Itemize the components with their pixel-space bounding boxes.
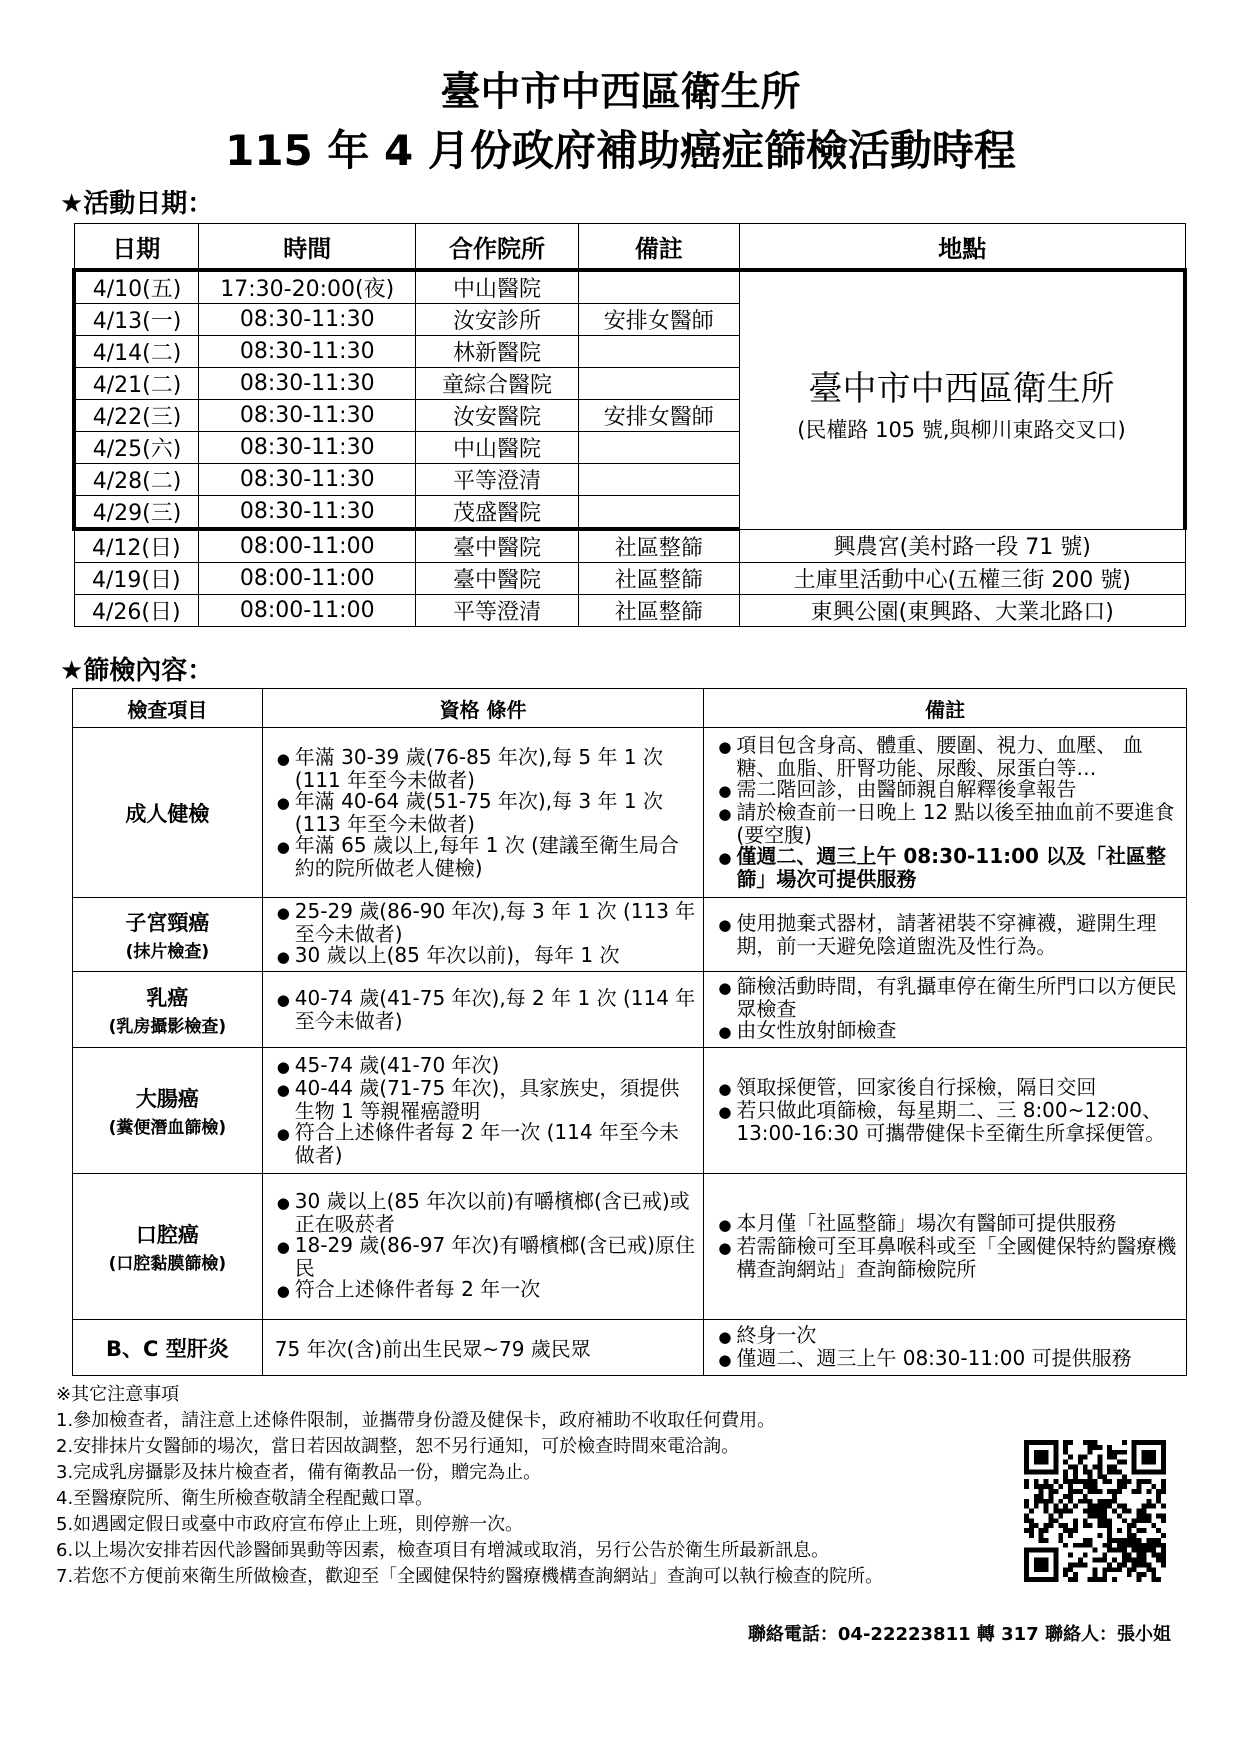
schedule-section-title: ★活動日期：: [60, 189, 214, 219]
screening-item-name: B、C 型肝炎: [106, 1336, 229, 1361]
notes-heading: ※其它注意事項: [56, 1384, 180, 1405]
note-line: 7.若您不方便前來衛生所做檢查，歡迎至「全國健保特約醫療機構查詢網站」查詢可以執行檢查的院所。: [56, 1566, 884, 1587]
screening-item-name: 口腔癌: [135, 1223, 199, 1247]
schedule-time: 08:30-11:30: [199, 400, 416, 432]
schedule-note: 社區整篩: [578, 563, 739, 595]
schedule-note: 社區整篩: [578, 529, 739, 563]
criteria-item: ● 18-29 歲(86-97 年次)有嚼檳榔(含已戒)原住民: [277, 1235, 696, 1279]
schedule-date: 4/14(二): [74, 336, 199, 368]
col-notes-header: 備註: [704, 689, 1187, 728]
criteria-item: ● 年滿 40-64 歲(51-75 年次),每 3 年 1 次 (113 年至今未做者): [277, 791, 696, 835]
screening-notes: [704, 1174, 1187, 1320]
contact-info: 聯絡電話：04-22223811 轉 317 聯絡人：張小姐: [747, 1624, 1171, 1645]
note-item: ● 篩檢活動時間，有乳攝車停在衛生所門口以方便民眾檢查: [718, 976, 1178, 1020]
schedule-date: 4/21(二): [74, 368, 199, 400]
note-line: 1.參加檢查者，請注意上述條件限制，並攜帶身份證及健保卡，政府補助不收取任何費用。: [56, 1410, 776, 1431]
location-address: (民權路 105 號,與柳川東路交叉口): [797, 417, 1126, 442]
screening-item-name: 成人健檢: [125, 801, 210, 826]
content-section-title: ★篩檢內容：: [60, 656, 214, 686]
schedule-note: 安排女醫師: [578, 304, 739, 336]
screening-item-method: (糞便潛血篩檢): [108, 1118, 227, 1138]
schedule-partner: 中山醫院: [416, 270, 578, 304]
screening-notes: [704, 1320, 1187, 1376]
schedule-time: 08:00-11:00: [199, 595, 416, 627]
schedule-partner: 童綜合醫院: [416, 368, 578, 400]
schedule-note: [578, 368, 739, 400]
criteria-text: 75 年次(含)前出生民眾~79 歲民眾: [274, 1337, 591, 1361]
screening-item-name: 子宮頸癌: [125, 911, 210, 935]
schedule-time: 08:30-11:30: [199, 368, 416, 400]
schedule-note: [578, 464, 739, 496]
schedule-time: 08:30-11:30: [199, 464, 416, 496]
schedule-location: 土庫里活動中心(五權三街 200 號): [739, 563, 1185, 595]
schedule-time: 17:30-20:00(夜): [199, 270, 416, 304]
screening-item: [73, 1174, 263, 1320]
screening-item-method: (抹片檢查): [125, 942, 210, 962]
schedule-date: 4/22(三): [74, 400, 199, 432]
schedule-partner: 平等澄清: [416, 464, 578, 496]
col-item-header: 檢查項目: [73, 689, 263, 728]
screening-notes: [704, 728, 1187, 898]
note-item: ● 僅週二、週三上午 08:30-11:00 以及「社區整篩」場次可提供服務: [718, 846, 1178, 890]
criteria-item: ● 25-29 歲(86-90 年次),每 3 年 1 次 (113 年至今未做者): [277, 901, 696, 945]
other-notes: [56, 1382, 1006, 1590]
schedule-time: 08:30-11:30: [199, 432, 416, 464]
schedule-partner: 平等澄清: [416, 595, 578, 627]
note-item: ● 需二階回診，由醫師親自解釋後拿報告: [718, 779, 1178, 802]
screening-item: [73, 1048, 263, 1174]
schedule-note: [578, 496, 739, 530]
schedule-date: 4/26(日): [74, 595, 199, 627]
note-item: ● 領取採便管，回家後自行採檢，隔日交回: [718, 1077, 1178, 1100]
screening-item: [73, 898, 263, 972]
screening-row: [73, 972, 1187, 1048]
col-partner-header: 合作院所: [416, 224, 578, 271]
criteria-item: ● 30 歲以上(85 年次以前)，每年 1 次: [277, 945, 696, 968]
note-item: ● 由女性放射師檢查: [718, 1020, 1178, 1043]
note-line: 5.如遇國定假日或臺中市政府宣布停止上班，則停辦一次。: [56, 1514, 524, 1535]
criteria-item: ● 年滿 30-39 歲(76-85 年次),每 5 年 1 次 (111 年至今未做者): [277, 747, 696, 791]
note-item: ● 終身一次: [718, 1325, 1178, 1348]
note-item: ● 項目包含身高、體重、腰圍、視力、血壓、 血糖、血脂、肝腎功能、尿酸、尿蛋白等…: [718, 735, 1178, 779]
screening-criteria: [262, 1320, 704, 1376]
schedule-note: 社區整篩: [578, 595, 739, 627]
schedule-partner: 茂盛醫院: [416, 496, 578, 530]
schedule-row: [74, 529, 1185, 563]
screening-criteria: [262, 1048, 704, 1174]
qr-code-icon: [1024, 1440, 1166, 1582]
page-title: 臺中市中西區衛生所: [440, 69, 801, 115]
screening-item-name: 乳癌: [146, 986, 189, 1010]
criteria-item: ● 符合上述條件者每 2 年一次 (114 年至今未做者): [277, 1122, 696, 1166]
criteria-item: ● 40-74 歲(41-75 年次),每 2 年 1 次 (114 年至今未做者): [277, 988, 696, 1032]
criteria-item: ● 45-74 歲(41-70 年次): [277, 1055, 696, 1078]
schedule-location: 東興公園(東興路、大業北路口): [739, 595, 1185, 627]
note-line: 3.完成乳房攝影及抹片檢查者，備有衛教品一份，贈完為止。: [56, 1462, 542, 1483]
schedule-row: [74, 270, 1185, 304]
note-item: ● 若需篩檢可至耳鼻喉科或至「全國健保特約醫療機構查詢網站」查詢篩檢院所: [718, 1236, 1178, 1280]
screening-notes: [704, 972, 1187, 1048]
note-item: ● 本月僅「社區整篩」場次有醫師可提供服務: [718, 1213, 1178, 1236]
schedule-location: 興農宮(美村路一段 71 號): [739, 529, 1185, 563]
screening-criteria: [262, 972, 704, 1048]
schedule-note: 安排女醫師: [578, 400, 739, 432]
schedule-date: 4/28(二): [74, 464, 199, 496]
note-item: ● 僅週二、週三上午 08:30-11:00 可提供服務: [718, 1348, 1178, 1371]
schedule-date: 4/25(六): [74, 432, 199, 464]
schedule-partner: 臺中醫院: [416, 529, 578, 563]
schedule-note: [578, 270, 739, 304]
col-location-header: 地點: [739, 224, 1185, 271]
schedule-date: 4/10(五): [74, 270, 199, 304]
screening-criteria: [262, 1174, 704, 1320]
note-line: 4.至醫療院所、衛生所檢查敬請全程配戴口罩。: [56, 1488, 434, 1509]
schedule-time: 08:30-11:30: [199, 304, 416, 336]
screening-item: [73, 728, 263, 898]
criteria-item: ● 30 歲以上(85 年次以前)有嚼檳榔(含已戒)或正在吸菸者: [277, 1191, 696, 1235]
location-name: 臺中市中西區衛生所: [808, 368, 1115, 409]
schedule-partner: 汝安診所: [416, 304, 578, 336]
screening-item: [73, 972, 263, 1048]
schedule-date: 4/13(一): [74, 304, 199, 336]
col-note-header: 備註: [578, 224, 739, 271]
screening-row: [73, 898, 1187, 972]
schedule-header-row: [74, 224, 1185, 271]
screening-row: [73, 1320, 1187, 1376]
schedule-table: [72, 223, 1187, 627]
schedule-time: 08:30-11:30: [199, 336, 416, 368]
page-subtitle: 115 年 4 月份政府補助癌症篩檢活動時程: [225, 126, 1016, 175]
screening-criteria: [262, 898, 704, 972]
screening-notes: [704, 1048, 1187, 1174]
screening-item-method: (口腔黏膜篩檢): [108, 1254, 227, 1274]
screening-row: [73, 1174, 1187, 1320]
note-item: ● 使用拋棄式器材，請著裙裝不穿褲襪，避開生理期，前一天避免陰道盥洗及性行為。: [718, 913, 1178, 957]
criteria-item: ● 符合上述條件者每 2 年一次: [277, 1279, 696, 1302]
col-date-header: 日期: [74, 224, 199, 271]
screening-content-table: [72, 688, 1187, 1376]
screening-item-name: 大腸癌: [135, 1087, 199, 1111]
schedule-partner: 中山醫院: [416, 432, 578, 464]
col-criteria-header: 資格 條件: [262, 689, 704, 728]
screening-notes: [704, 898, 1187, 972]
note-line: 2.安排抹片女醫師的場次，當日若因故調整，恕不另行通知，可於檢查時間來電洽詢。: [56, 1436, 740, 1457]
note-item: ● 若只做此項篩檢，每星期二、三 8:00~12:00、13:00-16:30 可攜帶健保卡至衛生所拿採便管。: [718, 1100, 1178, 1144]
screening-item-method: (乳房攝影檢查): [108, 1017, 227, 1037]
screening-criteria: [262, 728, 704, 898]
screening-item: [73, 1320, 263, 1376]
schedule-time: 08:30-11:30: [199, 496, 416, 530]
schedule-date: 4/19(日): [74, 563, 199, 595]
note-item: ● 請於檢查前一日晚上 12 點以後至抽血前不要進食(要空腹): [718, 802, 1178, 846]
schedule-row: [74, 595, 1185, 627]
schedule-partner: 臺中醫院: [416, 563, 578, 595]
schedule-location: [739, 270, 1185, 529]
schedule-partner: 汝安醫院: [416, 400, 578, 432]
criteria-item: ● 40-44 歲(71-75 年次)，具家族史，須提供生物 1 等親罹癌證明: [277, 1078, 696, 1122]
content-header-row: [73, 689, 1187, 728]
screening-row: [73, 728, 1187, 898]
col-time-header: 時間: [199, 224, 416, 271]
note-line: 6.以上場次安排若因代診醫師異動等因素，檢查項目有增減或取消，另行公告於衛生所最新訊息。: [56, 1540, 830, 1561]
schedule-time: 08:00-11:00: [199, 563, 416, 595]
schedule-note: [578, 432, 739, 464]
schedule-date: 4/12(日): [74, 529, 199, 563]
schedule-date: 4/29(三): [74, 496, 199, 530]
schedule-note: [578, 336, 739, 368]
schedule-partner: 林新醫院: [416, 336, 578, 368]
screening-row: [73, 1048, 1187, 1174]
criteria-item: ● 年滿 65 歲以上,每年 1 次 (建議至衛生局合約的院所做老人健檢): [277, 835, 696, 879]
schedule-row: [74, 563, 1185, 595]
schedule-time: 08:00-11:00: [199, 529, 416, 563]
